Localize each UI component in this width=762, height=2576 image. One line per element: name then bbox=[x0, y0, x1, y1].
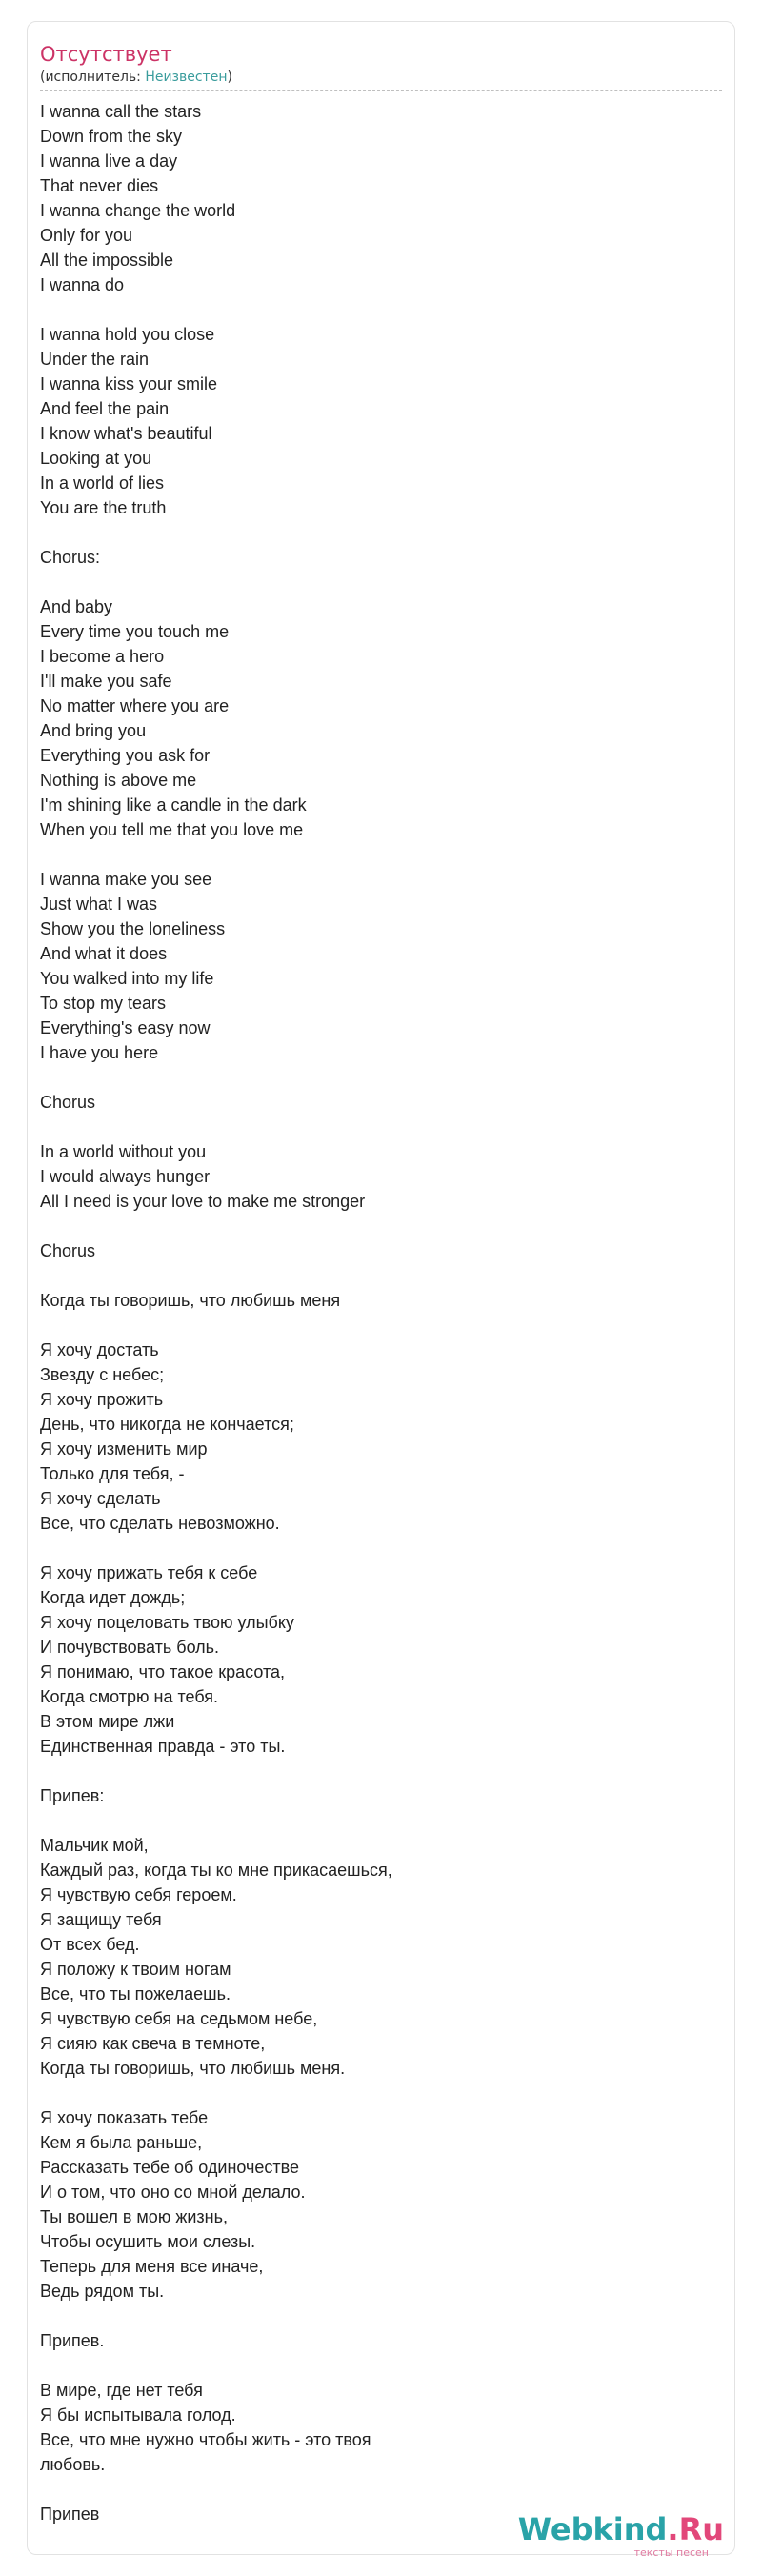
webkind-logo[interactable] bbox=[517, 2511, 735, 2561]
lyrics-line: Рассказать тебе об одиночестве bbox=[40, 2158, 300, 2177]
lyrics-line: I have you here bbox=[40, 1043, 159, 1062]
lyrics-line: Everything's easy now bbox=[40, 1018, 211, 1037]
lyrics-line: And what it does bbox=[40, 944, 168, 963]
lyrics-line: Все, что мне нужно чтобы жить - это твоя bbox=[40, 2430, 371, 2449]
lyrics-line: И о том, что оно со мной делало. bbox=[40, 2183, 306, 2202]
lyrics-line: I know what's beautiful bbox=[40, 424, 212, 443]
lyrics-line: No matter where you are bbox=[40, 696, 230, 715]
lyrics-line: Looking at you bbox=[40, 449, 152, 468]
lyrics-line: Все, что ты пожелаешь. bbox=[40, 1984, 231, 2003]
lyrics-line: Down from the sky bbox=[40, 127, 183, 146]
lyrics-line: And bring you bbox=[40, 721, 147, 740]
lyrics-line: When you tell me that you love me bbox=[40, 820, 304, 839]
lyrics-line: Nothing is above me bbox=[40, 771, 197, 790]
lyrics-line: Припев bbox=[40, 2505, 100, 2524]
header-divider bbox=[40, 90, 722, 91]
lyrics-line: Only for you bbox=[40, 226, 133, 245]
lyrics-line: Everything you ask for bbox=[40, 746, 211, 765]
lyrics-line: I wanna kiss your smile bbox=[40, 374, 218, 393]
lyrics-blank-line bbox=[40, 2304, 707, 2328]
lyrics-blank-line bbox=[40, 520, 707, 545]
lyrics-line: От всех бед. bbox=[40, 1935, 140, 1954]
lyrics-line: Я понимаю, что такое красота, bbox=[40, 1662, 285, 1681]
lyrics-line: Ведь рядом ты. bbox=[40, 2282, 165, 2301]
lyrics-line: Я хочу показать тебе bbox=[40, 2108, 209, 2127]
lyrics-line: And baby bbox=[40, 597, 113, 616]
lyrics-line: Chorus bbox=[40, 1093, 96, 1112]
lyrics-blank-line bbox=[40, 1808, 707, 1833]
artist-prefix: (исполнитель: bbox=[40, 70, 146, 85]
lyrics-line: Я защищу тебя bbox=[40, 1910, 162, 1929]
lyrics-line: Я чувствую себя на седьмом небе, bbox=[40, 2009, 318, 2028]
lyrics-line: Мальчик мой, bbox=[40, 1836, 149, 1855]
artist-suffix: ) bbox=[227, 70, 232, 85]
lyrics-line: Я хочу изменить мир bbox=[40, 1439, 208, 1459]
lyrics-blank-line bbox=[40, 2081, 707, 2105]
lyrics-blank-line bbox=[40, 1115, 707, 1139]
lyrics-line: I wanna change the world bbox=[40, 201, 236, 220]
lyrics-line: And feel the pain bbox=[40, 399, 170, 418]
artist-link[interactable]: Неизвестен bbox=[145, 70, 228, 85]
lyrics-line: Я хочу сделать bbox=[40, 1489, 161, 1508]
lyrics-line: Когда ты говоришь, что любишь меня bbox=[40, 1291, 341, 1310]
lyrics-blank-line bbox=[40, 1065, 707, 1090]
lyrics-line: В мире, где нет тебя bbox=[40, 2381, 203, 2400]
logo-tld: .Ru bbox=[667, 2511, 724, 2547]
lyrics-line: I wanna do bbox=[40, 275, 125, 294]
lyrics-blank-line bbox=[40, 2353, 707, 2378]
lyrics-line: In a world without you bbox=[40, 1142, 207, 1161]
artist-line bbox=[40, 69, 232, 86]
lyrics-blank-line bbox=[40, 1313, 707, 1338]
lyrics-line: Все, что сделать невозможно. bbox=[40, 1514, 280, 1533]
lyrics-line: День, что никогда не кончается; bbox=[40, 1415, 294, 1434]
lyrics-line: Я сияю как свеча в темноте, bbox=[40, 2034, 266, 2053]
lyrics-line: I'll make you safe bbox=[40, 672, 172, 691]
lyrics-line: You walked into my life bbox=[40, 969, 214, 988]
lyrics-line: Кем я была раньше, bbox=[40, 2133, 203, 2152]
lyrics-line: Ты вошел в мою жизнь, bbox=[40, 2207, 228, 2226]
lyrics-line: Just what I was bbox=[40, 895, 158, 914]
lyrics-line: Только для тебя, - bbox=[40, 1464, 185, 1483]
lyrics-blank-line bbox=[40, 1263, 707, 1288]
lyrics-line: Chorus: bbox=[40, 548, 101, 567]
lyrics-line: Когда смотрю на тебя. bbox=[40, 1687, 218, 1706]
lyrics-line: Когда идет дождь; bbox=[40, 1588, 186, 1607]
lyrics-line: Show you the loneliness bbox=[40, 919, 226, 938]
lyrics-line: И почувствовать боль. bbox=[40, 1638, 220, 1657]
lyrics-line: Теперь для меня все иначе, bbox=[40, 2257, 264, 2276]
lyrics-line: Припев: bbox=[40, 1786, 105, 1805]
lyrics-line: Звезду с небес; bbox=[40, 1365, 165, 1384]
lyrics-text bbox=[40, 99, 707, 2526]
lyrics-blank-line bbox=[40, 1536, 707, 1560]
lyrics-line: I wanna live a day bbox=[40, 151, 178, 171]
lyrics-line: Я бы испытывала голод. bbox=[40, 2405, 236, 2425]
lyrics-blank-line bbox=[40, 842, 707, 867]
lyrics-line: You are the truth bbox=[40, 498, 167, 517]
lyrics-blank-line bbox=[40, 1759, 707, 1783]
lyrics-line: Я хочу прижать тебя к себе bbox=[40, 1563, 258, 1582]
lyrics-line: Я чувствую себя героем. bbox=[40, 1885, 237, 1904]
lyrics-line: Я хочу поцеловать твою улыбку bbox=[40, 1613, 294, 1632]
lyrics-line: All the impossible bbox=[40, 251, 174, 270]
lyrics-line: Чтобы осушить мои слезы. bbox=[40, 2232, 256, 2251]
lyrics-line: In a world of lies bbox=[40, 473, 165, 493]
lyrics-line: Я хочу прожить bbox=[40, 1390, 164, 1409]
lyrics-line: I wanna hold you close bbox=[40, 325, 215, 344]
lyrics-line: To stop my tears bbox=[40, 994, 167, 1013]
lyrics-blank-line bbox=[40, 297, 707, 322]
lyrics-line: I would always hunger bbox=[40, 1167, 211, 1186]
lyrics-line: I wanna make you see bbox=[40, 870, 212, 889]
lyrics-blank-line bbox=[40, 1214, 707, 1238]
lyrics-blank-line bbox=[40, 2477, 707, 2502]
lyrics-line: I'm shining like a candle in the dark bbox=[40, 795, 307, 815]
lyrics-line: Every time you touch me bbox=[40, 622, 230, 641]
logo-tagline: тексты песен bbox=[633, 2546, 709, 2559]
lyrics-line: Единственная правда - это ты. bbox=[40, 1737, 286, 1756]
lyrics-blank-line bbox=[40, 570, 707, 594]
lyrics-line: I wanna call the stars bbox=[40, 102, 202, 121]
lyrics-line: любовь. bbox=[40, 2455, 106, 2474]
lyrics-line: That never dies bbox=[40, 176, 159, 195]
lyrics-line: В этом мире лжи bbox=[40, 1712, 175, 1731]
lyrics-line: Когда ты говоришь, что любишь меня. bbox=[40, 2059, 346, 2078]
logo-name: Webkind bbox=[517, 2511, 668, 2547]
lyrics-line: Припев. bbox=[40, 2331, 105, 2350]
logo-wordmark bbox=[518, 2511, 724, 2547]
lyrics-line: All I need is your love to make me stronger bbox=[40, 1192, 366, 1211]
lyrics-line: I become a hero bbox=[40, 647, 165, 666]
song-title: Отсутствует bbox=[40, 43, 172, 66]
lyrics-line: Under the rain bbox=[40, 350, 150, 369]
lyrics-line: Я положу к твоим ногам bbox=[40, 1960, 231, 1979]
lyrics-line: Chorus bbox=[40, 1241, 96, 1260]
lyrics-line: Каждый раз, когда ты ко мне прикасаешься, bbox=[40, 1861, 392, 1880]
lyrics-line: Я хочу достать bbox=[40, 1340, 159, 1359]
